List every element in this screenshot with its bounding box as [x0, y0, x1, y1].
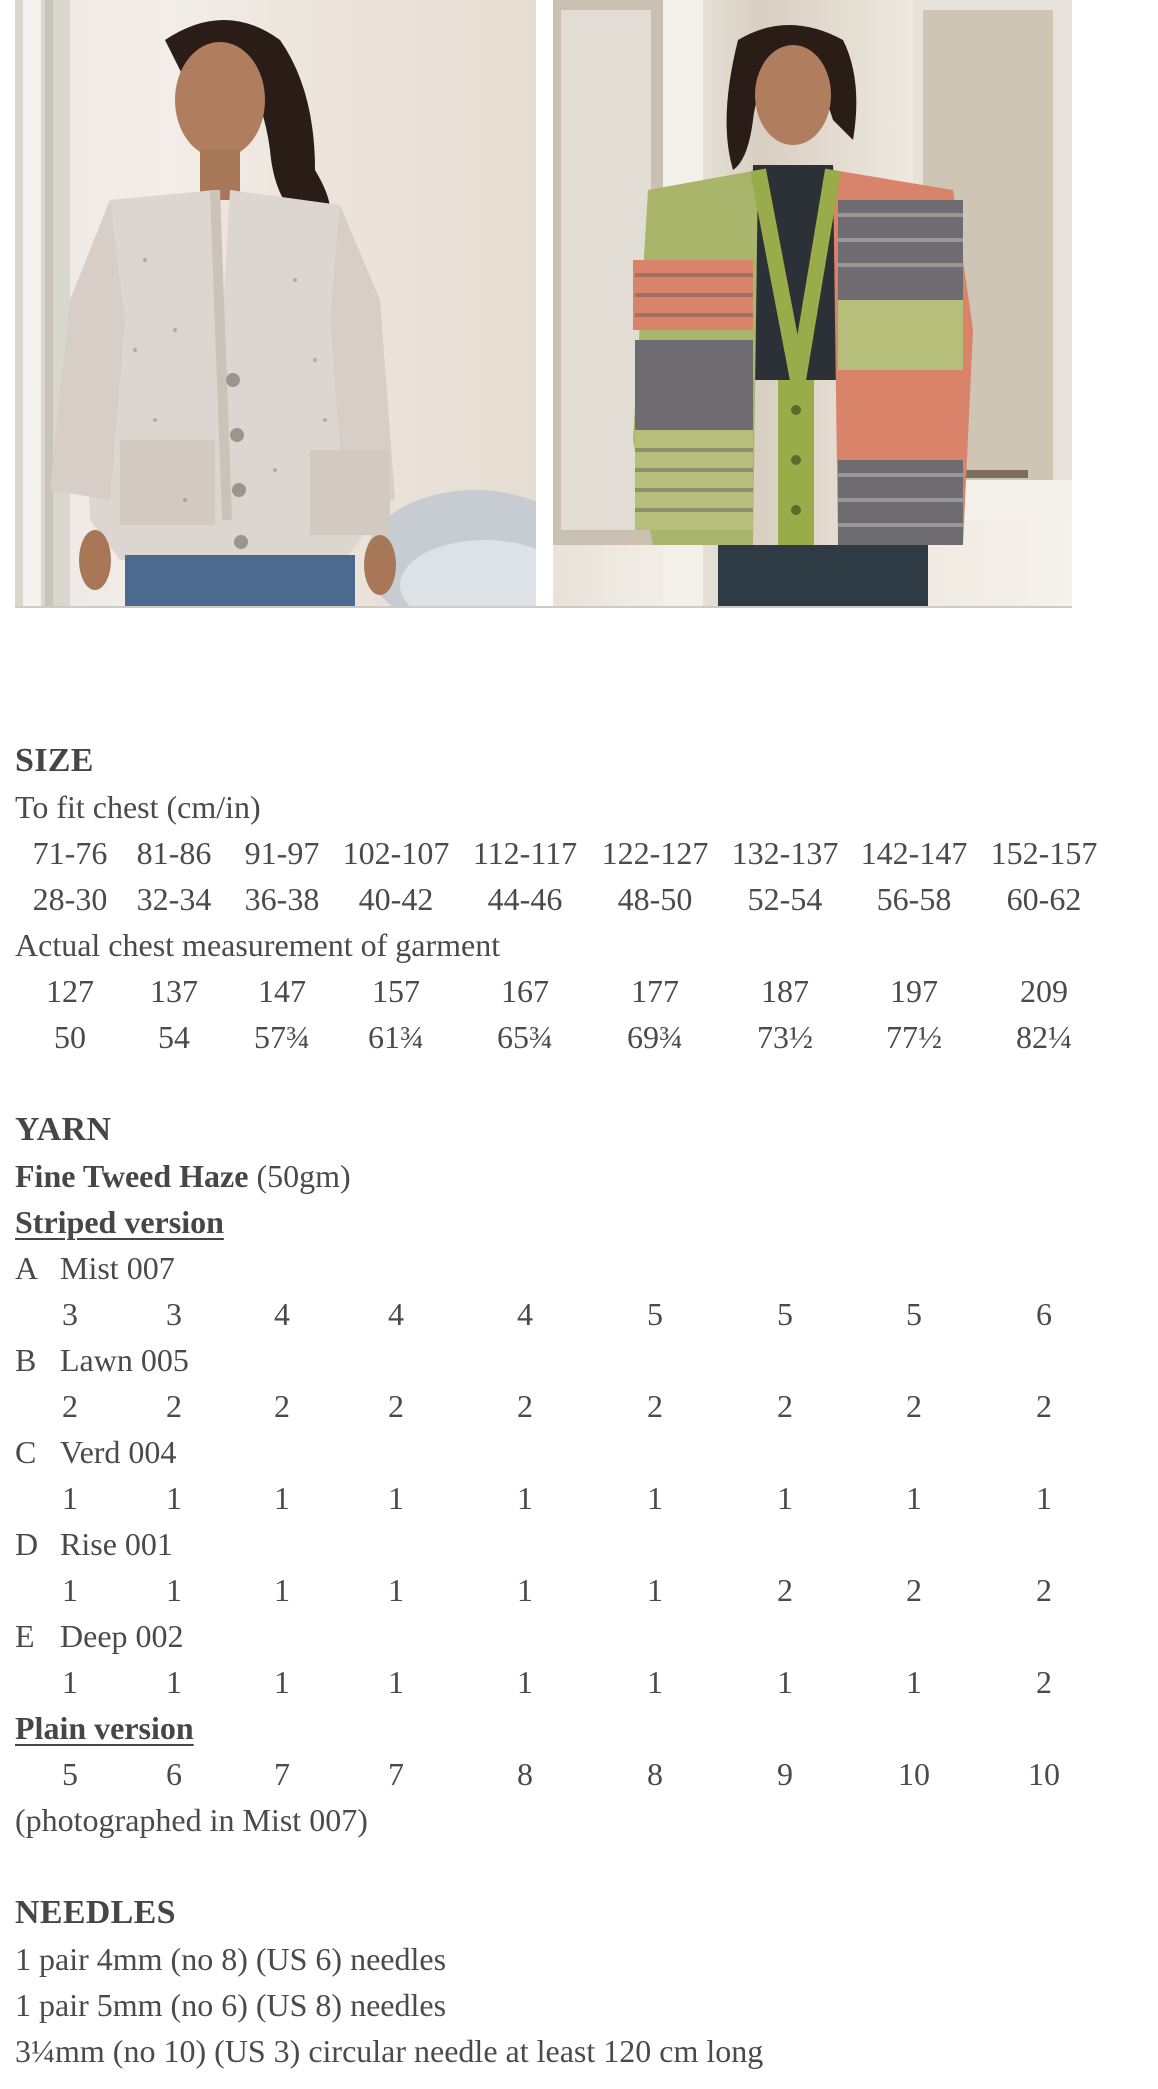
quantity-cell: 7 [274, 1756, 290, 1792]
actual-cm-cell: 167 [501, 973, 549, 1009]
photo-divider [536, 0, 553, 607]
actual-in-row [0, 1021, 1158, 1057]
photo-baseline [15, 606, 1072, 608]
quantity-cell: 1 [62, 1480, 78, 1516]
photographed-note: (photographed in Mist 007) [15, 1802, 368, 1838]
quantity-cell: 1 [906, 1664, 922, 1700]
actual-in-cell: 61¾ [368, 1019, 424, 1055]
needle-item: 1 pair 5mm (no 6) (US 8) needles [15, 1987, 447, 2023]
quantity-cell: 1 [647, 1572, 663, 1608]
actual-cm-cell: 177 [631, 973, 679, 1009]
quantity-cell: 5 [906, 1296, 922, 1332]
fit-in-row [0, 883, 1158, 919]
actual-in-cell: 54 [158, 1019, 190, 1055]
quantity-cell: 2 [647, 1388, 663, 1424]
quantity-cell: 1 [388, 1572, 404, 1608]
quantity-cell: 6 [166, 1756, 182, 1792]
colour-letter: B [15, 1342, 37, 1378]
colour-d-quantities [0, 1574, 1158, 1610]
fit-in-cell: 60-62 [1006, 881, 1082, 917]
actual-cm-row [0, 975, 1158, 1011]
colour-name: Rise 001 [60, 1526, 173, 1562]
quantity-cell: 1 [517, 1572, 533, 1608]
colour-c-label [15, 1436, 176, 1468]
quantity-cell: 2 [777, 1388, 793, 1424]
colour-b-label [15, 1344, 189, 1376]
quantity-cell: 2 [62, 1388, 78, 1424]
quantity-cell: 2 [274, 1388, 290, 1424]
colour-letter: A [15, 1250, 39, 1286]
plain-version-heading [15, 1712, 194, 1744]
quantity-cell: 1 [647, 1664, 663, 1700]
quantity-cell: 2 [1036, 1388, 1052, 1424]
fit-cm-cell: 102-107 [342, 835, 450, 871]
fit-in-cell: 56-58 [876, 881, 952, 917]
colour-name: Verd 004 [60, 1434, 177, 1470]
needle-item: 1 pair 4mm (no 8) (US 6) needles [15, 1941, 447, 1977]
quantity-cell: 5 [647, 1296, 663, 1332]
colour-d-label [15, 1528, 173, 1560]
quantity-cell: 5 [62, 1756, 78, 1792]
quantity-cell: 1 [274, 1572, 290, 1608]
quantity-cell: 5 [777, 1296, 793, 1332]
actual-cm-cell: 209 [1020, 973, 1068, 1009]
fit-cm-cell: 91-97 [244, 835, 320, 871]
fit-in-cell: 48-50 [617, 881, 693, 917]
colour-a-label [15, 1252, 175, 1284]
actual-chest-label: Actual chest measurement of garment [15, 927, 501, 963]
fit-in-cell: 52-54 [747, 881, 823, 917]
needles-heading: NEEDLES [15, 1894, 176, 1931]
actual-cm-cell: 127 [46, 973, 94, 1009]
quantity-cell: 8 [647, 1756, 663, 1792]
actual-cm-cell: 147 [258, 973, 306, 1009]
yarn-name-line [15, 1160, 351, 1192]
quantity-cell: 2 [1036, 1664, 1052, 1700]
fit-cm-cell: 142-147 [860, 835, 968, 871]
striped-version-label: Striped version [15, 1204, 224, 1240]
actual-cm-cell: 187 [761, 973, 809, 1009]
striped-version-heading [15, 1206, 224, 1238]
plain-cardigan-photo [15, 0, 536, 607]
colour-e-quantities [0, 1666, 1158, 1702]
colour-a-quantities [0, 1298, 1158, 1334]
size-heading: SIZE [15, 742, 94, 779]
actual-cm-cell: 137 [150, 973, 198, 1009]
fit-cm-cell: 81-86 [136, 835, 212, 871]
quantity-cell: 2 [388, 1388, 404, 1424]
actual-in-cell: 69¾ [627, 1019, 683, 1055]
quantity-cell: 2 [906, 1388, 922, 1424]
yarn-heading: YARN [15, 1111, 112, 1148]
quantity-cell: 1 [62, 1572, 78, 1608]
quantity-cell: 2 [906, 1572, 922, 1608]
striped-cardigan-photo [553, 0, 1072, 607]
quantity-cell: 2 [517, 1388, 533, 1424]
actual-in-cell: 50 [54, 1019, 86, 1055]
yarn-name: Fine Tweed Haze [15, 1158, 249, 1194]
quantity-cell: 1 [388, 1664, 404, 1700]
plain-quantities [0, 1758, 1158, 1794]
quantity-cell: 1 [274, 1664, 290, 1700]
quantity-cell: 1 [906, 1480, 922, 1516]
quantity-cell: 1 [1036, 1480, 1052, 1516]
actual-in-cell: 77½ [886, 1019, 942, 1055]
fit-cm-cell: 152-157 [990, 835, 1098, 871]
plain-version-label: Plain version [15, 1710, 194, 1746]
fit-cm-row [0, 837, 1158, 873]
fit-chest-label: To fit chest (cm/in) [15, 789, 261, 825]
colour-c-quantities [0, 1482, 1158, 1518]
colour-letter: C [15, 1434, 37, 1470]
quantity-cell: 3 [62, 1296, 78, 1332]
quantity-cell: 1 [517, 1664, 533, 1700]
actual-in-cell: 82¼ [1016, 1019, 1072, 1055]
quantity-cell: 4 [517, 1296, 533, 1332]
quantity-cell: 1 [388, 1480, 404, 1516]
quantity-cell: 8 [517, 1756, 533, 1792]
fit-cm-cell: 122-127 [601, 835, 709, 871]
plain-cardigan-illustration [15, 0, 536, 607]
colour-e-label [15, 1620, 184, 1652]
quantity-cell: 10 [898, 1756, 930, 1792]
quantity-cell: 1 [166, 1480, 182, 1516]
quantity-cell: 2 [166, 1388, 182, 1424]
fit-cm-cell: 132-137 [731, 835, 839, 871]
quantity-cell: 3 [166, 1296, 182, 1332]
colour-letter: D [15, 1526, 39, 1562]
quantity-cell: 1 [647, 1480, 663, 1516]
quantity-cell: 1 [517, 1480, 533, 1516]
quantity-cell: 4 [274, 1296, 290, 1332]
actual-in-cell: 73½ [757, 1019, 813, 1055]
fit-cm-cell: 112-117 [472, 835, 578, 871]
colour-name: Lawn 005 [60, 1342, 189, 1378]
quantity-cell: 4 [388, 1296, 404, 1332]
quantity-cell: 1 [777, 1480, 793, 1516]
fit-in-cell: 32-34 [136, 881, 212, 917]
actual-cm-cell: 197 [890, 973, 938, 1009]
fit-in-cell: 44-46 [487, 881, 563, 917]
colour-letter: E [15, 1618, 35, 1654]
quantity-cell: 1 [777, 1664, 793, 1700]
fit-cm-cell: 71-76 [32, 835, 108, 871]
quantity-cell: 7 [388, 1756, 404, 1792]
actual-in-cell: 57¾ [254, 1019, 310, 1055]
quantity-cell: 6 [1036, 1296, 1052, 1332]
quantity-cell: 1 [62, 1664, 78, 1700]
quantity-cell: 10 [1028, 1756, 1060, 1792]
needle-item: 3¼mm (no 10) (US 3) circular needle at least 120 cm long [15, 2033, 764, 2069]
actual-in-cell: 65¾ [497, 1019, 553, 1055]
colour-name: Mist 007 [60, 1250, 175, 1286]
photo-panel [15, 0, 1072, 609]
striped-cardigan-illustration [553, 0, 1072, 607]
quantity-cell: 1 [166, 1572, 182, 1608]
colour-b-quantities [0, 1390, 1158, 1426]
actual-cm-cell: 157 [372, 973, 420, 1009]
colour-name: Deep 002 [60, 1618, 184, 1654]
quantity-cell: 1 [274, 1480, 290, 1516]
quantity-cell: 9 [777, 1756, 793, 1792]
fit-in-cell: 28-30 [32, 881, 108, 917]
fit-in-cell: 40-42 [358, 881, 434, 917]
fit-in-cell: 36-38 [244, 881, 320, 917]
quantity-cell: 1 [166, 1664, 182, 1700]
yarn-weight: (50gm) [256, 1158, 351, 1194]
quantity-cell: 2 [777, 1572, 793, 1608]
quantity-cell: 2 [1036, 1572, 1052, 1608]
